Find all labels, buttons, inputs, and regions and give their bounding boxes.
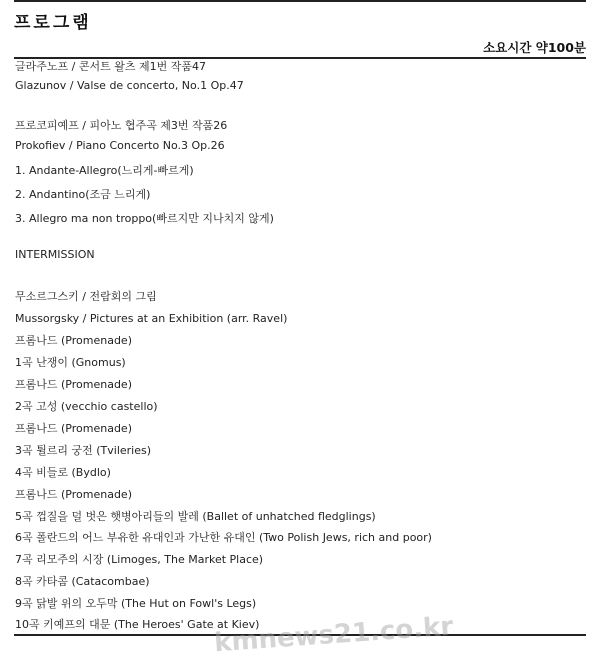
movement-item: 9곡 닭발 위의 오두막 (The Hut on Fowl's Legs) <box>15 597 257 610</box>
movement-item: 3곡 튈르리 궁전 (Tvileries) <box>15 444 152 457</box>
piece-title-english: Glazunov / Valse de concerto, No.1 Op.47 <box>15 79 244 92</box>
movement-item: 5곡 껍질을 덜 벗은 햇병아리들의 발레 (Ballet of unhatched fledglings) <box>15 510 376 523</box>
movement-item: 7곡 리모주의 시장 (Limoges, The Market Place) <box>15 553 264 566</box>
movement-item: 프롬나드 (Promenade) <box>15 334 132 347</box>
movement-item: 프롬나드 (Promenade) <box>15 422 132 435</box>
piece-title-english: Prokofiev / Piano Concerto No.3 Op.26 <box>15 139 225 152</box>
duration-label: 소요시간 약100분 <box>483 40 586 55</box>
piece-title-korean: 무소르그스키 / 전람회의 그림 <box>15 290 157 303</box>
movement-item: 3. Allegro ma non troppo(빠르지만 지나치지 않게) <box>15 212 274 225</box>
piece-title-english: Mussorgsky / Pictures at an Exhibition (arr. Ravel) <box>15 312 288 325</box>
top-rule <box>14 0 586 2</box>
movement-item: 2. Andantino(조금 느리게) <box>15 188 151 201</box>
piece-title-korean: 글라주노프 / 콘서트 왈츠 제1번 작품47 <box>15 60 206 73</box>
movement-item: 프롬나드 (Promenade) <box>15 488 132 501</box>
piece-title-korean: 프로코피예프 / 피아노 협주곡 제3번 작품26 <box>15 119 228 132</box>
site-watermark: kmnews21.co.kr <box>213 611 455 658</box>
movement-item: 프롬나드 (Promenade) <box>15 378 132 391</box>
movement-item: 10곡 키예프의 대문 (The Heroes' Gate at Kiev) <box>15 618 260 631</box>
movement-item: 4곡 비들로 (Bydlo) <box>15 466 111 479</box>
movement-item: 8곡 카타콤 (Catacombae) <box>15 575 150 588</box>
page-title: 프로그램 <box>14 13 92 33</box>
intermission-label: INTERMISSION <box>15 248 95 261</box>
movement-item: 2곡 고성 (vecchio castello) <box>15 400 158 413</box>
movement-item: 1. Andante-Allegro(느리게-빠르게) <box>15 164 194 177</box>
movement-item: 1곡 난쟁이 (Gnomus) <box>15 356 126 369</box>
header-rule <box>14 57 586 59</box>
movement-item: 6곡 폴란드의 어느 부유한 유대인과 가난한 유대인 (Two Polish Jews, rich and poor) <box>15 531 432 544</box>
